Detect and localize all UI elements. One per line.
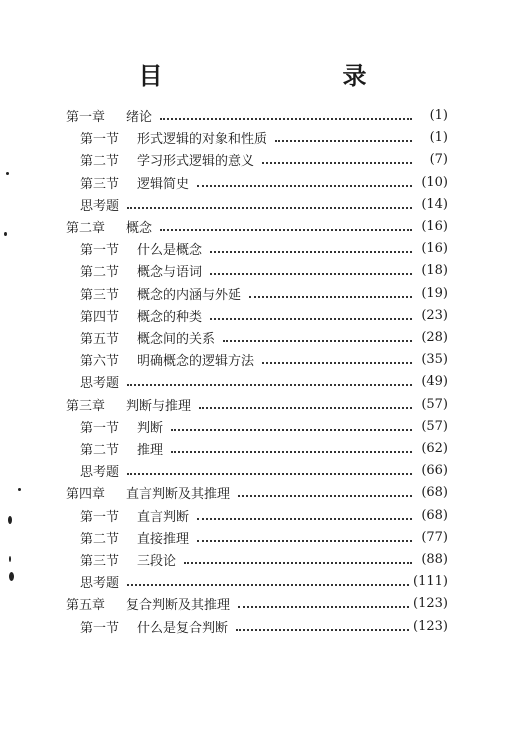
toc-entry-page: (111) bbox=[413, 573, 448, 589]
toc-entry-section bbox=[80, 348, 448, 370]
toc-entry-title: 三段论 bbox=[137, 553, 177, 569]
toc-entry-chapter bbox=[66, 481, 448, 503]
page-title: 目 录 bbox=[138, 62, 411, 90]
scan-speck bbox=[8, 516, 12, 524]
toc-entry-number: 第三章 bbox=[66, 398, 106, 414]
toc-entry-page: (123) bbox=[413, 618, 448, 634]
toc-entry-page: (1) bbox=[429, 129, 448, 145]
dot-leader bbox=[262, 361, 412, 364]
toc-entry-number: 第一节 bbox=[80, 509, 120, 525]
toc-entry-title: 概念的内涵与外延 bbox=[137, 287, 242, 303]
toc-entry-number: 第三节 bbox=[80, 176, 120, 192]
dot-leader bbox=[127, 472, 412, 475]
toc-entry-page: (68) bbox=[421, 507, 448, 523]
toc-entry-title: 形式逻辑的对象和性质 bbox=[137, 131, 268, 147]
dot-leader bbox=[238, 494, 412, 497]
toc-entry-number: 第一节 bbox=[80, 131, 120, 147]
toc-entry-section bbox=[80, 526, 448, 548]
toc-entry-title: 复合判断及其推理 bbox=[126, 597, 231, 613]
toc-entry-title: 思考题 bbox=[80, 464, 120, 480]
dot-leader bbox=[171, 450, 412, 453]
dot-leader bbox=[236, 628, 409, 631]
toc-entry-page: (57) bbox=[421, 418, 448, 434]
toc-entry-title: 概念间的关系 bbox=[137, 331, 216, 347]
toc-entry-title: 判断与推理 bbox=[126, 398, 192, 414]
dot-leader bbox=[171, 428, 412, 431]
toc-entry-page: (88) bbox=[421, 551, 448, 567]
toc-entry-page: (28) bbox=[421, 329, 448, 345]
toc-entry-exercise bbox=[80, 370, 448, 392]
toc-entry-number: 第一节 bbox=[80, 420, 120, 436]
toc-entry-section bbox=[80, 415, 448, 437]
toc-entry-title: 什么是复合判断 bbox=[137, 620, 229, 636]
toc-entry-title: 思考题 bbox=[80, 198, 120, 214]
toc-entry-title: 思考题 bbox=[80, 575, 120, 591]
dot-leader bbox=[210, 272, 412, 275]
toc-entry-section bbox=[80, 282, 448, 304]
dot-leader bbox=[262, 161, 412, 164]
toc-entry-section bbox=[80, 504, 448, 526]
toc-entry-page: (7) bbox=[429, 151, 448, 167]
dot-leader bbox=[197, 184, 412, 187]
dot-leader bbox=[197, 517, 412, 520]
toc-entry-title: 推理 bbox=[137, 442, 164, 458]
scan-speck bbox=[9, 572, 14, 581]
toc-entry-page: (68) bbox=[421, 484, 448, 500]
toc-entry-page: (62) bbox=[421, 440, 448, 456]
toc-entry-number: 第四章 bbox=[66, 486, 106, 502]
toc-entry-section bbox=[80, 148, 448, 170]
toc-entry-title: 什么是概念 bbox=[137, 242, 203, 258]
toc-entry-chapter bbox=[66, 215, 448, 237]
toc-entry-number: 第一节 bbox=[80, 620, 120, 636]
toc-entry-section bbox=[80, 548, 448, 570]
toc-entry-chapter bbox=[66, 393, 448, 415]
toc-entry-number: 第二节 bbox=[80, 264, 120, 280]
toc-entry-page: (57) bbox=[421, 396, 448, 412]
toc-entry-page: (49) bbox=[421, 373, 448, 389]
dot-leader bbox=[210, 250, 412, 253]
dot-leader bbox=[160, 117, 412, 120]
toc-entry-page: (16) bbox=[421, 218, 448, 234]
toc-entry-title: 思考题 bbox=[80, 375, 120, 391]
toc-entry-title: 概念与语词 bbox=[137, 264, 203, 280]
scan-speck bbox=[18, 488, 21, 491]
dot-leader bbox=[127, 583, 409, 586]
toc-entry-title: 概念的种类 bbox=[137, 309, 203, 325]
dot-leader bbox=[199, 406, 412, 409]
toc-entry-title: 直言判断 bbox=[137, 509, 190, 525]
toc-entry-page: (23) bbox=[421, 307, 448, 323]
toc-entry-section bbox=[80, 171, 448, 193]
dot-leader bbox=[210, 317, 412, 320]
dot-leader bbox=[184, 561, 412, 564]
toc-entry-section bbox=[80, 304, 448, 326]
dot-leader bbox=[238, 605, 409, 608]
dot-leader bbox=[275, 139, 412, 142]
dot-leader bbox=[160, 228, 412, 231]
toc-entry-page: (16) bbox=[421, 240, 448, 256]
toc-entry-exercise bbox=[80, 193, 448, 215]
toc-entry-page: (77) bbox=[421, 529, 448, 545]
dot-leader bbox=[249, 295, 412, 298]
toc-entry-section bbox=[80, 615, 448, 637]
toc-entry-number: 第三节 bbox=[80, 287, 120, 303]
toc-entry-page: (66) bbox=[421, 462, 448, 478]
toc-entry-number: 第六节 bbox=[80, 353, 120, 369]
scan-speck bbox=[4, 232, 7, 236]
toc-entry-section bbox=[80, 126, 448, 148]
toc-entry-number: 第二章 bbox=[66, 220, 106, 236]
dot-leader bbox=[127, 383, 412, 386]
toc-entry-title: 判断 bbox=[137, 420, 164, 436]
toc-entry-title: 学习形式逻辑的意义 bbox=[137, 153, 255, 169]
dot-leader bbox=[197, 539, 412, 542]
toc-entry-title: 概念 bbox=[126, 220, 153, 236]
toc-entry-number: 第二节 bbox=[80, 442, 120, 458]
toc-entry-section bbox=[80, 259, 448, 281]
toc-entry-chapter bbox=[66, 104, 448, 126]
toc-entry-chapter bbox=[66, 592, 448, 614]
toc-entry-number: 第五节 bbox=[80, 331, 120, 347]
toc-entry-number: 第三节 bbox=[80, 553, 120, 569]
toc-entry-page: (1) bbox=[429, 107, 448, 123]
toc-entry-page: (35) bbox=[421, 351, 448, 367]
toc-entry-title: 绪论 bbox=[126, 109, 153, 125]
toc-entry-section bbox=[80, 437, 448, 459]
toc-entry-title: 直言判断及其推理 bbox=[126, 486, 231, 502]
toc-entry-number: 第四节 bbox=[80, 309, 120, 325]
toc-entry-number: 第二节 bbox=[80, 153, 120, 169]
dot-leader bbox=[223, 339, 412, 342]
toc-entry-exercise bbox=[80, 570, 448, 592]
toc-entry-page: (18) bbox=[421, 262, 448, 278]
toc-entry-section bbox=[80, 326, 448, 348]
toc-entry-title: 直接推理 bbox=[137, 531, 190, 547]
toc-entry-page: (14) bbox=[421, 196, 448, 212]
toc-entry-title: 逻辑简史 bbox=[137, 176, 190, 192]
toc-entry-section bbox=[80, 237, 448, 259]
scan-speck bbox=[6, 172, 9, 175]
toc-entry-page: (10) bbox=[421, 174, 448, 190]
toc-entry-number: 第一节 bbox=[80, 242, 120, 258]
toc-entry-page: (123) bbox=[413, 595, 448, 611]
toc-entry-number: 第一章 bbox=[66, 109, 106, 125]
toc-entry-page: (19) bbox=[421, 285, 448, 301]
toc-entry-number: 第二节 bbox=[80, 531, 120, 547]
toc-entry-exercise bbox=[80, 459, 448, 481]
toc-entry-number: 第五章 bbox=[66, 597, 106, 613]
dot-leader bbox=[127, 206, 412, 209]
toc-entry-title: 明确概念的逻辑方法 bbox=[137, 353, 255, 369]
scan-speck bbox=[9, 556, 11, 562]
